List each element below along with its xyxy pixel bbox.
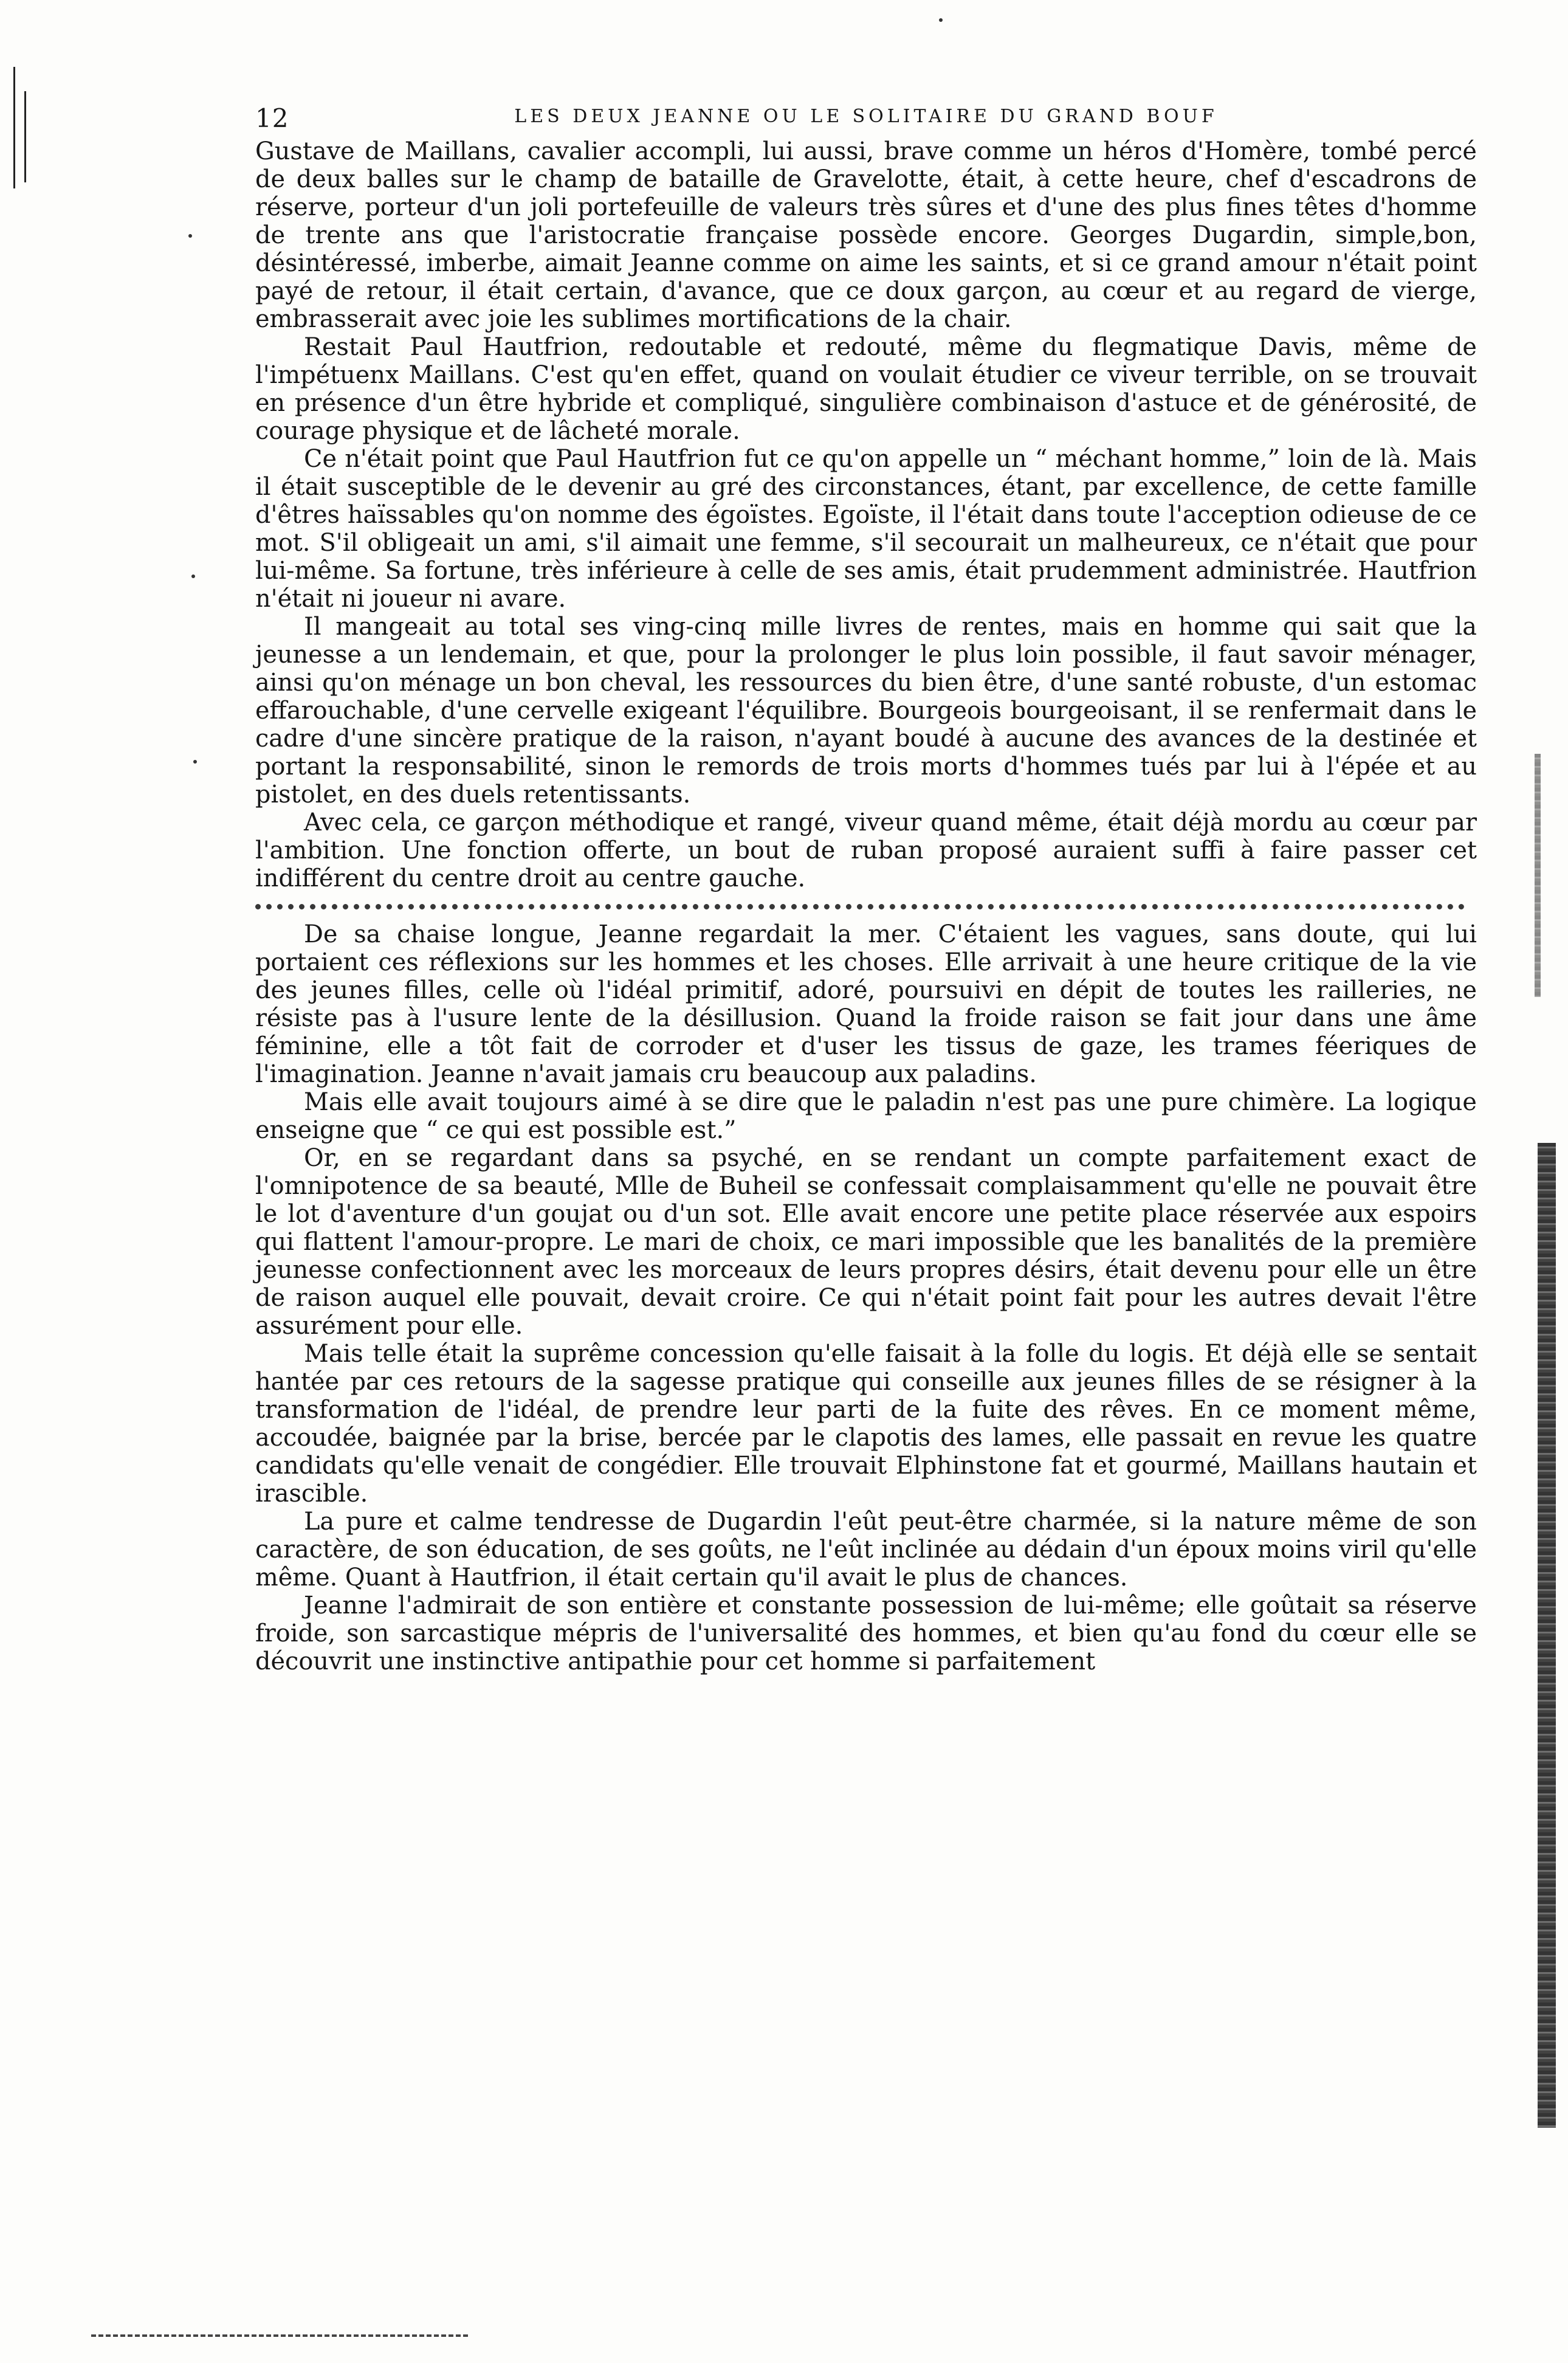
- paragraph: La pure et calme tendresse de Dugardin l'eût peut-être charmée, si la nature même de son caractère, de son éducation, de ses goûts, ne l'eût inclinée au dédain d'un époux moins viril qu'elle même. Quant à Hautfrion, il était certain qu'il avait le plus de chances.: [255, 1508, 1477, 1592]
- running-title: LES DEUX JEANNE OU LE SOLITAIRE DU GRAND BOUF: [514, 106, 1218, 127]
- paragraph: Il mangeait au total ses ving-cinq mille livres de rentes, mais en homme qui sait que la jeunesse a un lendemain, et que, pour la prolonger le plus loin possible, il faut savoir ménager, ainsi qu'on ménage un bon cheval, les ressources du bien être, d'une santé robuste, d'un estomac effarouchable, d'une cervelle exigeant l'équilibre. Bourgeois bourgeoisant, il se renfermait dans le cadre d'une sincère pratique de la raison, n'ayant boudé à aucune des avances de la destinée et portant la responsabilité, sinon le remords de trois morts d'hommes tués par lui à l'épée et au pistolet, en des duels retentissants.: [255, 613, 1477, 809]
- binding-mark-left: [13, 67, 15, 188]
- page-edge-shadow-upper: [1535, 754, 1541, 997]
- paragraph: Mais elle avait toujours aimé à se dire que le paladin n'est pas une pure chimère. La logique enseigne que “ ce qui est possible est.”: [255, 1088, 1477, 1144]
- binding-mark-left-2: [24, 91, 26, 182]
- paragraph: Gustave de Maillans, cavalier accompli, lui aussi, brave comme un héros d'Homère, tombé percé de deux balles sur le champ de bataille de Gravelotte, était, à cette heure, chef d'escadrons de réserve, porteur d'un joli portefeuille de valeurs très sûres et d'une des plus fines têtes d'homme de trente ans que l'aristocratie française possède encore. Georges Dugardin, simple,bon, désintéressé, imberbe, aimait Jeanne comme on aime les saints, et si ce grand amour n'était point payé de retour, il était certain, d'avance, que ce doux garçon, au cœur et au regard de vierge, embrasserait avec joie les sublimes mortifications de la chair.: [255, 137, 1477, 333]
- running-header: [255, 102, 1477, 139]
- section-separator: [255, 892, 1477, 920]
- paragraph: Avec cela, ce garçon méthodique et rangé, viveur quand même, était déjà mordu au cœur par l'ambition. Une fonction offerte, un bout de ruban proposé auraient suffi à faire passer cet indifférent du centre droit au centre gauche.: [255, 809, 1477, 892]
- paragraph: Mais telle était la suprême concession qu'elle faisait à la folle du logis. Et déjà elle se sentait hantée par ces retours de la sagesse pratique qui conseille aux jeunes filles de se résigner à la transformation de l'idéal, de prendre leur parti de la fuite des rêves. En ce moment même, accoudée, baignée par la brise, bercée par le clapotis des lames, elle passait en revue les quatre candidats qu'elle venait de congédier. Elle trouvait Elphinstone fat et gourmé, Maillans hautain et irascible.: [255, 1340, 1477, 1508]
- paragraph: Jeanne l'admirait de son entière et constante possession de lui-même; elle goûtait sa réserve froide, son sarcastique mépris de l'universalité des hommes, et bien qu'au fond du cœur elle se découvrit une instinctive antipathie pour cet homme si parfaitement: [255, 1592, 1477, 1675]
- page-edge-shadow: [1538, 1143, 1556, 2128]
- paragraph: Or, en se regardant dans sa psyché, en se rendant un compte parfaitement exact de l'omnipotence de sa beauté, Mlle de Buheil se confessait complaisamment qu'elle ne pouvait être le lot d'aventure d'un goujat ou d'un sot. Elle avait encore une petite place réservée aux espoirs qui flattent l'amour-propre. Le mari de choix, ce mari impossible que les banalités de la première jeunesse confectionnent avec les morceaux de leurs propres désirs, était devenu pour elle un être de raison auquel elle pouvait, devait croire. Ce qui n'était point fait pour les autres devait l'être assurément pour elle.: [255, 1144, 1477, 1340]
- dotted-rule: [255, 904, 1465, 909]
- scan-bottom-rule: [91, 2334, 468, 2337]
- scan-speck: [188, 234, 192, 238]
- body-text: [255, 137, 1477, 1675]
- scan-speck: [191, 574, 195, 578]
- scan-speck: [939, 18, 943, 22]
- page-number: 12: [255, 103, 289, 133]
- paragraph: Restait Paul Hautfrion, redoutable et redouté, même du flegmatique Davis, même de l'impétuenx Maillans. C'est qu'en effet, quand on voulait étudier ce viveur terrible, on se trouvait en présence d'un être hybride et compliqué, singulière combinaison d'astuce et de générosité, de courage physique et de lâcheté morale.: [255, 333, 1477, 445]
- scan-speck: [193, 760, 197, 764]
- paragraph: De sa chaise longue, Jeanne regardait la mer. C'étaient les vagues, sans doute, qui lui portaient ces réflexions sur les hommes et les choses. Elle arrivait à une heure critique de la vie des jeunes filles, celle où l'idéal primitif, adoré, poursuivi en dépit de toutes les railleries, ne résiste pas à l'usure lente de la désillusion. Quand la froide raison se fait jour dans une âme féminine, elle a tôt fait de corroder et d'user les tissus de gaze, les trames féeriques de l'imagination. Jeanne n'avait jamais cru beaucoup aux paladins.: [255, 920, 1477, 1088]
- paragraph: Ce n'était point que Paul Hautfrion fut ce qu'on appelle un “ méchant homme,” loin de là. Mais il était susceptible de le devenir au gré des circonstances, étant, par excellence, de cette famille d'êtres haïssables qu'on nomme des égoïstes. Egoïste, il l'était dans toute l'acception odieuse de ce mot. S'il obligeait un ami, s'il aimait une femme, s'il secourait un malheureux, ce n'était que pour lui-même. Sa fortune, très inférieure à celle de ses amis, était prudemment administrée. Hautfrion n'était ni joueur ni avare.: [255, 445, 1477, 613]
